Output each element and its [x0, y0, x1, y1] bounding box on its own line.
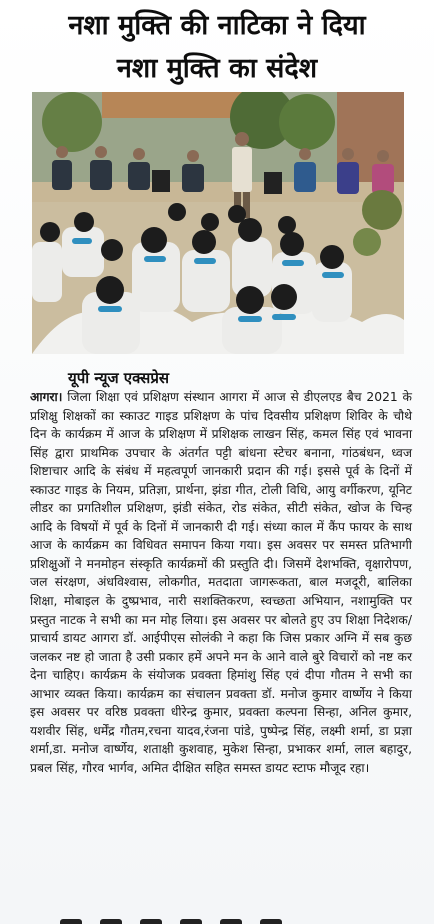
headline-line-1: नशा मुक्ति की नाटिका ने दिया: [68, 10, 366, 41]
event-photo-illustration: [32, 92, 404, 354]
article-body: [30, 388, 412, 777]
byline: यूपी न्यूज एक्सप्रेस: [68, 369, 169, 387]
event-photo: [32, 92, 404, 354]
article-text: जिला शिक्षा एवं प्रशिक्षण संस्थान आगरा में आज से डीएलएड बैच 2021 के प्रशिक्षु शिक्षकों का स्काउट गाइड प्रशिक्षण के पांच दिवसीय प्रशिक्षण शिविर के चौथे दिन के कार्यक्रम में आज के प्रशिक्षण में प्रशिक्षक लाखन सिंह, कमल सिंह एवं भावना सिंह द्वारा प्राथमिक उपचार के अंतर्गत पट्टी बांधना स्टेचर बनाना, गांठबंधन, ध्वज शिष्टाचार आदि के संबंध में महत्वपूर्ण जानकारी प्रदान की गई। इससे पूर्व के दिनों में स्काउट गाइड के नियम, प्रतिज्ञा, प्रार्थना, झंडा गीत, टोली विधि, आयु वर्गीकरण, यूनिट लीडर का प्रगतिशील प्रशिक्षण, झंडी संकेत, रोड संकेत, सीटी संकेत, खोज के चिन्ह आदि के विषयों में पूर्व के दिनों में जानकारी दी गई। संध्या काल में कैंप फायर के साथ आज के कार्यक्रम का विधिवत समापन किया गया। इस अवसर पर समस्त प्रतिभागी प्रशिक्षुओं ने मनमोहन संस्कृति कार्यक्रमों की प्रस्तुति दी। जिसमें देशभक्ति, वृक्षारोपण, जल संरक्षण, अंधविश्वास, लोकगीत, मतदाता जागरूकता, बाल मजदूरी, बालिका शिक्षा, मोबाइल के दुष्प्रभाव, नारी सशक्तिकरण, स्वच्छता अभियान, नशामुक्ति पर प्रस्तुत नाटक ने सभी का मन मोह लिया। इस अवसर पर बोलते हुए उप शिक्षा निदेशक/प्राचार्य डायट आगरा डॉ. आईपीएस सोलंकी ने कहा कि जिस प्रकार अग्नि में सब कुछ जलकर नष्ट हो जाता है उसी प्रकार हमें अपने मन के आने वाले बुरे विचारों को नष्ट कर देना चाहिए। कार्यक्रम के संयोजक प्रवक्ता हिमांशु सिंह एवं दीपा गौतम ने सभी का आभार व्यक्त किया। कार्यक्रम का संचालन प्रवक्ता डॉ. मनोज कुमार वार्ष्णेय ने किया इस अवसर पर वरिष्ठ प्रवक्ता धीरेन्द्र कुमार, प्रवक्ता कल्पना सिन्हा, अनिल कुमार, यशवीर सिंह, धर्मेंद्र गौतम,रचना यादव,रंजना पांडे, पुष्पेन्द्र सिंह, लक्ष्मी शर्मा, डा प्रज्ञा शर्मा,डा. मनोज वार्ष्णेय, शताक्षी कुशवाह, मुकेश सिन्हा, प्रभाकर शर्मा, लाल बहादुर, प्रबल सिंह, गौरव भार्गव, अमित दीक्षित सहित समस्त डायट स्टाफ मौजूद रहा।: [30, 390, 413, 775]
next-headline-fragment: [60, 914, 360, 924]
headline-line-2: नशा मुक्ति का संदेश: [116, 53, 318, 84]
article-dateline: आगरा।: [30, 390, 63, 404]
headline: [0, 4, 434, 90]
